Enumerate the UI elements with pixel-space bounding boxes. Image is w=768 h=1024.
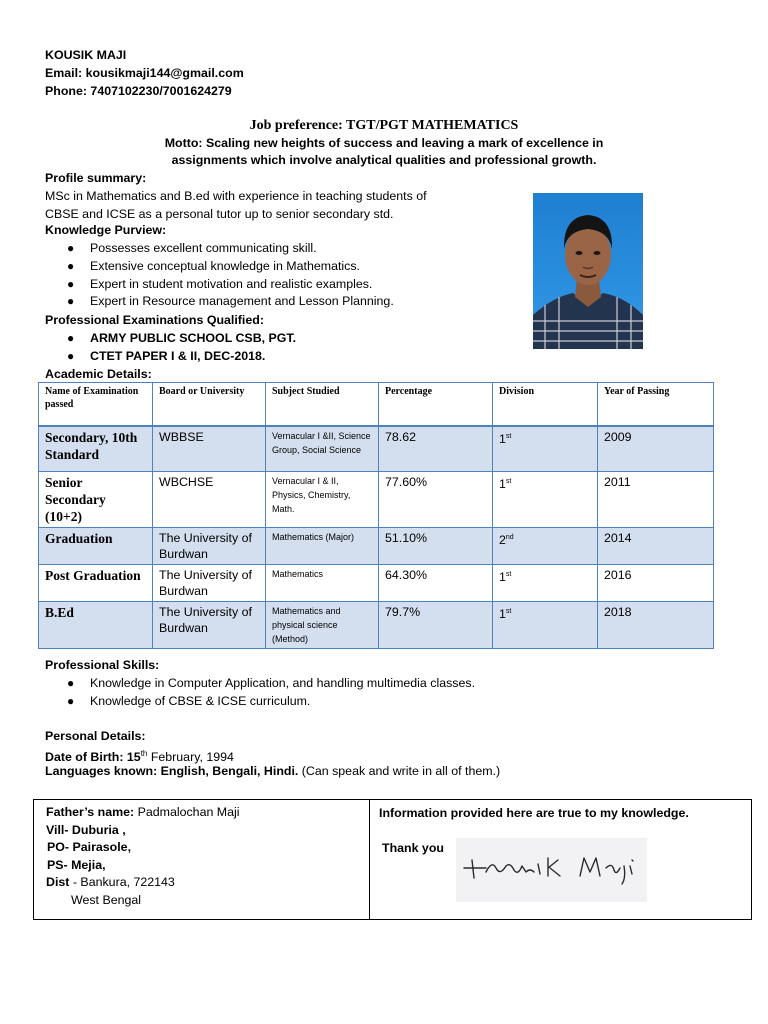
list-item: ● Knowledge of CBSE & ICSE curriculum. <box>45 693 475 711</box>
cell-percentage: 77.60% <box>379 471 493 527</box>
cell-board: The University of Burdwan <box>153 601 266 648</box>
column-header-division: Division <box>493 383 598 427</box>
profile-heading: Profile summary: <box>45 171 147 185</box>
job-preference: Job preference: TGT/PGT MATHEMATICS <box>249 118 519 133</box>
bullet-icon: ● <box>67 294 75 309</box>
cell-year: 2018 <box>598 601 714 648</box>
address-column <box>34 800 370 919</box>
cell-exam: Post Graduation <box>39 564 153 601</box>
thank-you: Thank you <box>382 841 444 855</box>
bullet-icon: ● <box>67 693 75 708</box>
cell-exam: Graduation <box>39 527 153 564</box>
cell-division: 1st <box>493 471 598 527</box>
knowledge-list <box>45 240 394 311</box>
column-header-board: Board or University <box>153 383 266 427</box>
table-row <box>39 426 714 471</box>
academic-table <box>38 382 714 649</box>
signature-icon <box>456 838 647 902</box>
address-state: West Bengal <box>71 892 142 907</box>
cell-percentage: 51.10% <box>379 527 493 564</box>
bullet-icon: ● <box>67 276 75 291</box>
cell-percentage: 78.62 <box>379 426 493 471</box>
list-item: ● Knowledge in Computer Application, and handling multimedia classes. <box>45 675 475 693</box>
table-header-row <box>39 383 714 427</box>
cell-board: The University of Burdwan <box>153 564 266 601</box>
list-item: ● CTET PAPER I & II, DEC-2018. <box>45 348 296 366</box>
table-row <box>39 601 714 648</box>
motto-line-2: assignments which involve analytical qualities and professional growth. <box>171 153 597 167</box>
list-item: ● Expert in Resource management and Lesson Planning. <box>45 293 394 311</box>
cell-year: 2011 <box>598 471 714 527</box>
person-photo-icon <box>533 193 643 349</box>
column-header-year: Year of Passing <box>598 383 714 427</box>
address-district: Dist - Bankura, 722143 <box>46 875 175 889</box>
list-item: ● Expert in student motivation and realistic examples. <box>45 276 394 294</box>
father-name: Father’s name: Padmalochan Maji <box>46 805 240 819</box>
cell-percentage: 64.30% <box>379 564 493 601</box>
address-village: Vill- Duburia , <box>46 822 126 837</box>
column-header-exam: Name of Examination passed <box>39 383 153 427</box>
email-line: Email: kousikmaji144@gmail.com <box>45 66 244 80</box>
bullet-icon: ● <box>67 241 75 255</box>
address-ps: PS- Mejia, <box>47 857 106 872</box>
bullet-icon: ● <box>67 331 75 345</box>
signature <box>456 838 647 902</box>
motto-line-1: Motto: Scaling new heights of success and leaving a mark of excellence in <box>164 136 604 150</box>
cell-exam: Senior Secondary (10+2) <box>39 471 153 527</box>
languages-known: Languages known: English, Bengali, Hindi. (Can speak and write in all of them.) <box>45 764 501 778</box>
column-header-percentage: Percentage <box>379 383 493 427</box>
profile-line-2: CBSE and ICSE as a personal tutor up to senior secondary std. <box>45 207 394 221</box>
cell-subject: Vernacular I & II, Physics, Chemistry, Math. <box>266 471 379 527</box>
phone-line: Phone: 7407102230/7001624279 <box>45 84 232 98</box>
address-po: PO- Pairasole, <box>47 840 132 854</box>
cell-division: 1st <box>493 564 598 601</box>
cell-board: The University of Burdwan <box>153 527 266 564</box>
table-row <box>39 527 714 564</box>
skills-list <box>45 675 475 711</box>
table-row <box>39 564 714 601</box>
cell-division: 1st <box>493 601 598 648</box>
bullet-icon: ● <box>67 348 75 363</box>
cell-division: 1st <box>493 426 598 471</box>
cell-subject: Mathematics <box>266 564 379 601</box>
cell-board: WBCHSE <box>153 471 266 527</box>
cell-board: WBBSE <box>153 426 266 471</box>
date-of-birth: Date of Birth: 15th February, 1994 <box>45 749 234 765</box>
cell-year: 2009 <box>598 426 714 471</box>
cell-subject: Vernacular I &II, Science Group, Social Science <box>266 426 379 471</box>
column-header-subject: Subject Studied <box>266 383 379 427</box>
declaration-column <box>370 800 751 919</box>
knowledge-heading: Knowledge Purview: <box>45 223 167 237</box>
academic-heading: Academic Details: <box>45 367 152 381</box>
exams-list <box>45 330 296 366</box>
profile-photo <box>533 193 643 349</box>
list-item: ● Extensive conceptual knowledge in Mathematics. <box>45 258 394 276</box>
cell-division: 2nd <box>493 527 598 564</box>
skills-heading: Professional Skills: <box>45 658 160 672</box>
declaration-text: Information provided here are true to my knowledge. <box>379 806 689 820</box>
table-row <box>39 471 714 527</box>
bullet-icon: ● <box>67 258 75 273</box>
cell-year: 2016 <box>598 564 714 601</box>
list-item: ● ARMY PUBLIC SCHOOL CSB, PGT. <box>45 330 296 348</box>
applicant-name: KOUSIK MAJI <box>45 48 127 62</box>
personal-heading: Personal Details: <box>45 729 146 743</box>
profile-line-1: MSc in Mathematics and B.ed with experience in teaching students of <box>45 189 427 203</box>
cell-subject: Mathematics and physical science (Method) <box>266 601 379 648</box>
cell-exam: B.Ed <box>39 601 153 648</box>
cell-year: 2014 <box>598 527 714 564</box>
exams-heading: Professional Examinations Qualified: <box>45 313 264 327</box>
cell-subject: Mathematics (Major) <box>266 527 379 564</box>
footer-box <box>33 799 752 920</box>
cell-exam: Secondary, 10th Standard <box>39 426 153 471</box>
list-item: ● Possesses excellent communicating skill. <box>45 240 394 258</box>
cell-percentage: 79.7% <box>379 601 493 648</box>
bullet-icon: ● <box>67 676 75 690</box>
